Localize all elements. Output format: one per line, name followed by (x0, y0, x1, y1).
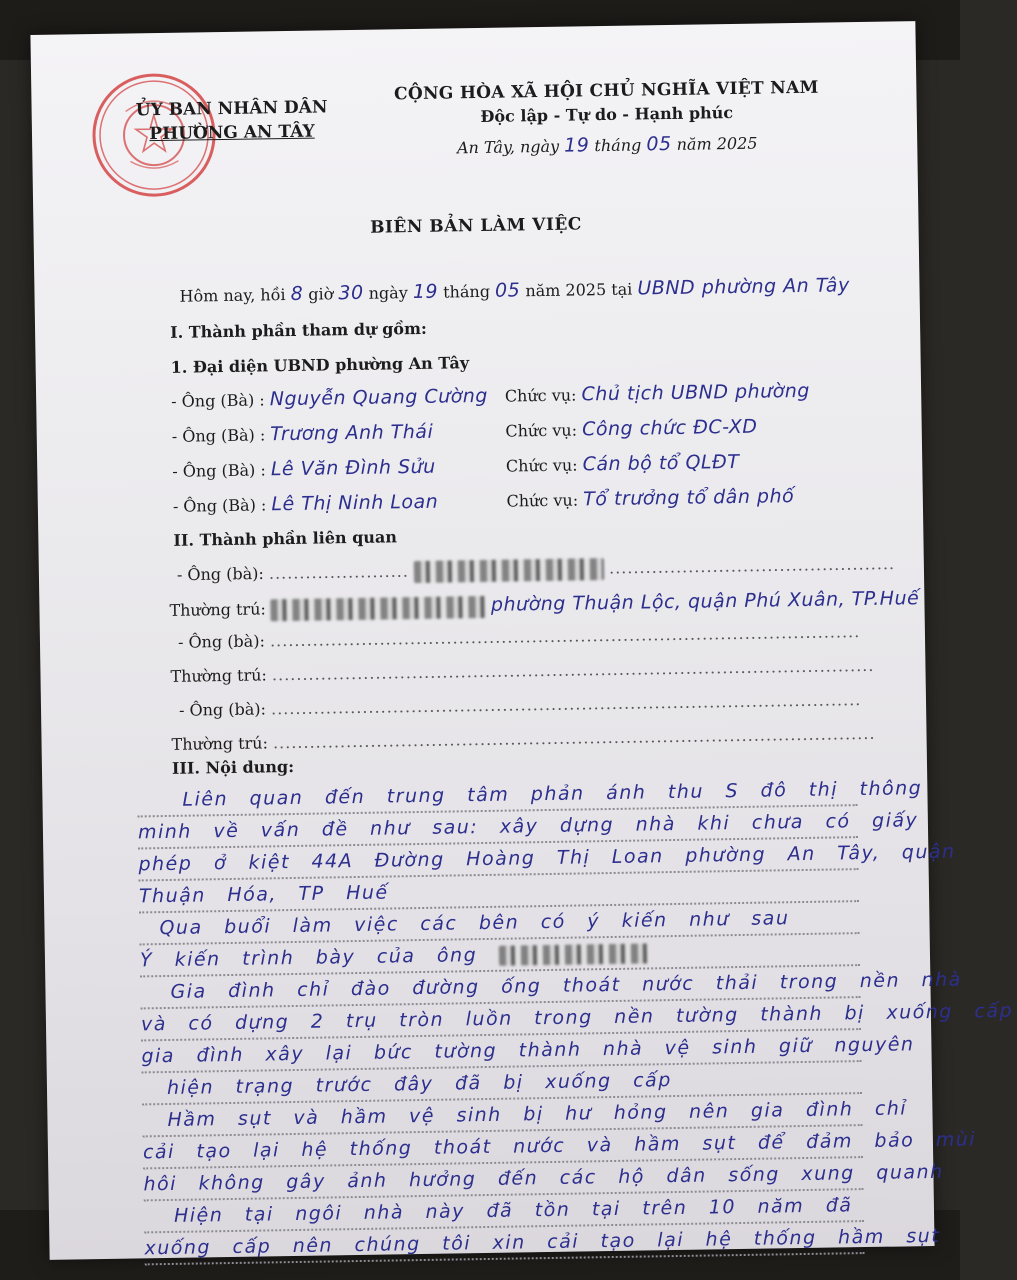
member-row (172, 416, 758, 447)
residence-row (170, 656, 874, 686)
intro-hour-label: giờ (308, 284, 334, 304)
related-person-label: - Ông (bà): (176, 563, 264, 585)
content-line: Hầm sụt và hầm vệ sinh bị hư hỏng nên gia đình chỉ (142, 1094, 862, 1137)
member-name: Trương Anh Thái (270, 420, 434, 446)
content-line-text: Ý kiến trình bày của ông (139, 944, 478, 972)
nation-name: CỘNG HÒA XÃ HỘI CHỦ NGHĨA VIỆT NAM (393, 77, 819, 105)
intro-day: 19 (412, 280, 439, 304)
content-line: Hiện tại ngôi nhà này đã tồn tại trên 10 năm đã (144, 1190, 864, 1233)
org-line-2: PHƯỜNG AN TÂY (149, 121, 315, 145)
national-header (376, 77, 837, 159)
redacted-address (271, 595, 486, 620)
content-line: gia đình xây lại bức tường thành nhà vệ sinh giữ nguyên (141, 1030, 861, 1073)
date-month-label: tháng (594, 135, 642, 156)
redacted-name (499, 943, 649, 965)
dotted-leader: ....................... (268, 561, 410, 583)
residence-label: Thường trú: (170, 665, 267, 686)
content-line: Gia đình chỉ đào đường ống thoát nước thải trong nền nhà (140, 966, 860, 1009)
content-line: Qua buổi làm việc các bên có ý kiến như sau (139, 902, 859, 945)
dotted-leader: ................................................................................................... (271, 655, 875, 685)
member-label: - Ông (Bà) : (172, 460, 266, 481)
member-name: Lê Văn Đình Sửu (270, 455, 436, 481)
section-2-heading: II. Thành phần liên quan (173, 527, 398, 550)
nation-motto: Độc lập - Tự do - Hạnh phúc (480, 103, 734, 126)
dotted-leader: ................................................................................................. (270, 690, 862, 719)
dotted-leader: ............................................... (608, 554, 896, 578)
date-day: 19 (564, 134, 590, 157)
member-role-label: Chức vụ: (505, 420, 578, 441)
member-name: Lê Thị Ninh Loan (271, 490, 439, 516)
member-name: Nguyễn Quang Cường (269, 384, 489, 411)
document-date (377, 130, 837, 159)
member-row (171, 380, 810, 412)
content-line: và có dựng 2 trụ tròn luồn trong nền tường thành bị xuống cấp (141, 998, 861, 1041)
intro-prefix: Hôm nay, hồi (179, 285, 286, 306)
related-person-label: - Ông (bà): (177, 631, 266, 652)
intro-minute: 30 (338, 281, 364, 305)
member-label: - Ông (Bà) : (172, 495, 267, 516)
date-year: năm 2025 (676, 133, 758, 154)
member-row (172, 451, 739, 482)
date-place: An Tây, ngày (456, 136, 560, 158)
related-person-row (178, 622, 861, 652)
content-body (137, 774, 1014, 1265)
member-role: Chủ tịch UBND phường (581, 379, 811, 406)
member-role-label: Chức vụ: (506, 490, 579, 511)
organization-header (121, 95, 342, 146)
related-person-row (177, 554, 895, 587)
section-1-sub: 1. Đại diện UBND phường An Tây (170, 353, 470, 377)
residence-value: phường Thuận Lộc, quận Phú Xuân, TP.Huế (490, 587, 920, 616)
document-paper (30, 21, 1014, 1260)
content-line: xuống cấp nên chúng tôi xin cải tạo lại hệ thống hầm sụt (144, 1222, 864, 1265)
content-line: Liên quan đến trung tâm phản ánh thu S đô thị thông (137, 774, 857, 817)
residence-row (171, 724, 875, 754)
content-line: phép ở kiệt 44A Đường Hoàng Thị Loan phường An Tây, quận (138, 838, 858, 881)
intro-line (179, 274, 850, 307)
redacted-name (414, 558, 604, 583)
member-role: Công chức ĐC-XD (581, 415, 758, 441)
intro-year-label: năm 2025 tại (525, 279, 633, 301)
related-person-label: - Ông (bà): (178, 699, 267, 720)
residence-label: Thường trú: (169, 599, 266, 620)
member-role: Tổ trưởng tổ dân phố (583, 485, 795, 511)
intro-month: 05 (494, 279, 521, 302)
residence-row (169, 587, 919, 622)
intro-place: UBND phường An Tây (637, 274, 850, 300)
intro-month-label: tháng (443, 281, 491, 302)
content-line: Thuận Hóa, TP Huế (139, 870, 859, 913)
intro-hour: 8 (290, 282, 304, 305)
content-line: hôi không gây ảnh hưởng đến các hộ dân sống xung quanh (143, 1158, 863, 1201)
section-3-heading: III. Nội dung: (171, 756, 295, 778)
content-line: cải tạo lại hệ thống thoát nước và hầm sụt để đảm bảo mùi (143, 1126, 863, 1169)
member-row (173, 485, 795, 517)
document-title: BIÊN BẢN LÀM VIỆC (369, 214, 583, 238)
member-role-label: Chức vụ: (505, 455, 578, 476)
residence-label: Thường trú: (171, 733, 269, 754)
member-role-label: Chức vụ: (504, 385, 577, 406)
content-line: hiện trạng trước đây đã bị xuống cấp (142, 1062, 862, 1105)
date-month: 05 (646, 132, 672, 156)
section-1-heading: I. Thành phần tham dự gồm: (169, 318, 427, 342)
member-label: - Ông (Bà) : (171, 425, 266, 446)
intro-day-label: ngày (368, 283, 408, 303)
content-line: minh về vấn đề như sau: xây dựng nhà khi chưa có giấy (138, 806, 858, 849)
dotted-leader: ................................................................................................... (272, 723, 876, 753)
related-person-row (179, 690, 862, 720)
member-label: - Ông (Bà) : (171, 390, 265, 411)
dotted-leader: ................................................................................................. (269, 622, 861, 651)
org-line-1: ỦY BAN NHÂN DÂN (135, 97, 328, 121)
member-role: Cán bộ tổ QLĐT (582, 450, 740, 476)
